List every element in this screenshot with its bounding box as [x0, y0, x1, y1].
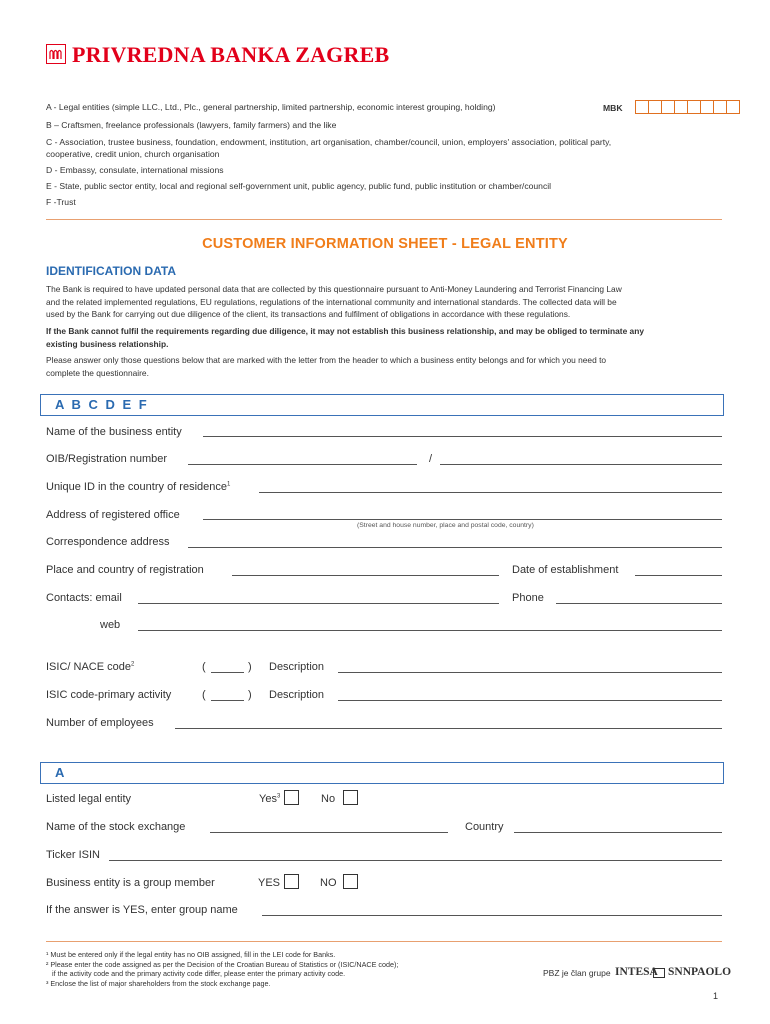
address-hint: (Street and house number, place and postal code, country)	[357, 522, 534, 529]
intro-paragraph-2: If the Bank cannot fulfil the requirements regarding due diligence, it may not establish this business relationship, and may be obliged to terminate any existing business relationship.	[46, 326, 644, 349]
group-no-checkbox[interactable]	[343, 874, 358, 889]
isic-primary-paren-close: )	[248, 689, 252, 701]
divider	[46, 219, 722, 220]
unique-id-label: Unique ID in the country of residence$^1$	[46, 481, 231, 493]
isic-primary-code-field[interactable]	[211, 700, 244, 701]
employees-label: Number of employees	[46, 717, 154, 729]
phone-label: Phone	[512, 592, 544, 604]
footnotes: ¹ Must be entered only if the legal entity has no OIB assigned, fill in the LEI code for Banks. ² Please enter the code assigned as per the Decision of the Croatian Bureau of Statistics or (ISIC/NACE code); if the activity code and the primary activity code differ, please enter the primary activity code. ³ Enclose the list of major shareholders from the stock exchange page.	[46, 950, 399, 988]
phone-field[interactable]	[556, 603, 722, 604]
mbk-label: MBK	[603, 103, 623, 113]
page-title: CUSTOMER INFORMATION SHEET - LEGAL ENTITY	[202, 236, 568, 252]
address-label: Address of registered office	[46, 509, 180, 521]
exchange-field[interactable]	[210, 832, 448, 833]
category-f: F -Trust	[46, 197, 76, 207]
intro-paragraph-3: Please answer only those questions below that are marked with the letter from the header to which a business entity belongs and for which you need to complete the questionnaire.	[46, 355, 607, 378]
isic-description-field[interactable]	[338, 672, 722, 673]
registration-number-field[interactable]	[440, 464, 722, 465]
section-subtitle: IDENTIFICATION DATA	[46, 264, 176, 278]
listed-yes-checkbox[interactable]	[284, 790, 299, 805]
oib-slash: /	[429, 453, 433, 465]
isic-primary-description-label: Description	[269, 689, 325, 701]
exchange-label: Name of the stock exchange	[46, 821, 186, 833]
group-yes-label: YES	[258, 877, 281, 889]
page-number: 1	[713, 991, 719, 1001]
correspondence-field[interactable]	[188, 547, 722, 548]
oib-field[interactable]	[188, 464, 417, 465]
listed-no-checkbox[interactable]	[343, 790, 358, 805]
bank-name: PRIVREDNA BANKA ZAGREB	[72, 42, 390, 67]
email-field[interactable]	[138, 603, 499, 604]
group-name-field[interactable]	[262, 915, 722, 916]
mbk-input[interactable]	[635, 100, 739, 114]
category-c: C - Association, trustee business, foundation, endowment, institution, art organisation, chamber/council, union, employers' association, political party,	[46, 137, 612, 147]
unique-id-field[interactable]	[259, 492, 722, 493]
category-c-cont: cooperative, credit union, church organisation	[46, 149, 220, 159]
date-label: Date of establishment	[512, 564, 619, 576]
sanpaolo-logo: SNNPAOLO	[668, 966, 732, 978]
section-header-a: A	[40, 762, 724, 784]
listed-yes-label: Yes$^3$	[259, 793, 281, 805]
category-d: D - Embassy, consulate, international missions	[46, 165, 224, 175]
footer-divider	[46, 941, 722, 942]
web-label: web	[100, 619, 121, 631]
name-label: Name of the business entity	[46, 426, 182, 438]
group-label: Business entity is a group member	[46, 877, 215, 889]
date-field[interactable]	[635, 575, 722, 576]
email-label: Contacts: email	[46, 592, 122, 604]
listed-no-label: No	[321, 793, 336, 805]
group-yes-checkbox[interactable]	[284, 874, 299, 889]
name-field[interactable]	[203, 436, 722, 437]
isic-primary-paren-open: (	[202, 689, 206, 701]
ticker-field[interactable]	[109, 860, 722, 861]
place-field[interactable]	[232, 575, 499, 576]
bank-logo-icon	[46, 44, 66, 64]
group-no-label: NO	[320, 877, 337, 889]
web-field[interactable]	[138, 630, 722, 631]
country-field[interactable]	[514, 832, 722, 833]
isic-paren-open: (	[202, 661, 206, 673]
category-a: A - Legal entities (simple LLC., Ltd., Plc., general partnership, limited partnership, economic interest grouping, holding)	[46, 102, 496, 112]
isic-primary-description-field[interactable]	[338, 700, 722, 701]
isic-code-field[interactable]	[211, 672, 244, 673]
group-membership-text: PBZ je član grupe	[543, 968, 611, 978]
isic-description-label: Description	[269, 661, 325, 673]
correspondence-label: Correspondence address	[46, 536, 170, 548]
ticker-label: Ticker ISIN	[46, 849, 100, 861]
sanpaolo-logo-icon	[653, 968, 665, 978]
isic-paren-close: )	[248, 661, 252, 673]
oib-label: OIB/Registration number	[46, 453, 168, 465]
isic-label: ISIC/ NACE code$^2$	[46, 661, 135, 673]
address-field[interactable]	[203, 519, 722, 520]
place-label: Place and country of registration	[46, 564, 204, 576]
category-e: E - State, public sector entity, local and regional self-government unit, public agency, public fund, public institution or chamber/council	[46, 181, 552, 191]
isic-primary-label: ISIC code-primary activity	[46, 689, 172, 701]
section-header-abcdef: A B C D E F	[40, 394, 724, 416]
country-label: Country	[465, 821, 504, 833]
employees-field[interactable]	[175, 728, 722, 729]
listed-label: Listed legal entity	[46, 793, 131, 805]
intesa-logo: INTESA	[615, 966, 658, 978]
group-name-label: If the answer is YES, enter group name	[46, 904, 238, 916]
category-b: B – Craftsmen, freelance professionals (lawyers, family farmers) and the like	[46, 120, 337, 130]
intro-paragraph-1: The Bank is required to have updated personal data that are collected by this questionnaire pursuant to Anti-Money Laundering and Terrorist Financing Law and the related implemented regulations, EU regulations, regulations of the international community and international standards. The collected data will be used by the Bank for carrying out due diligence of the client, its transactions and fulfilment of obligations in accordance with these regulations.	[46, 284, 622, 320]
